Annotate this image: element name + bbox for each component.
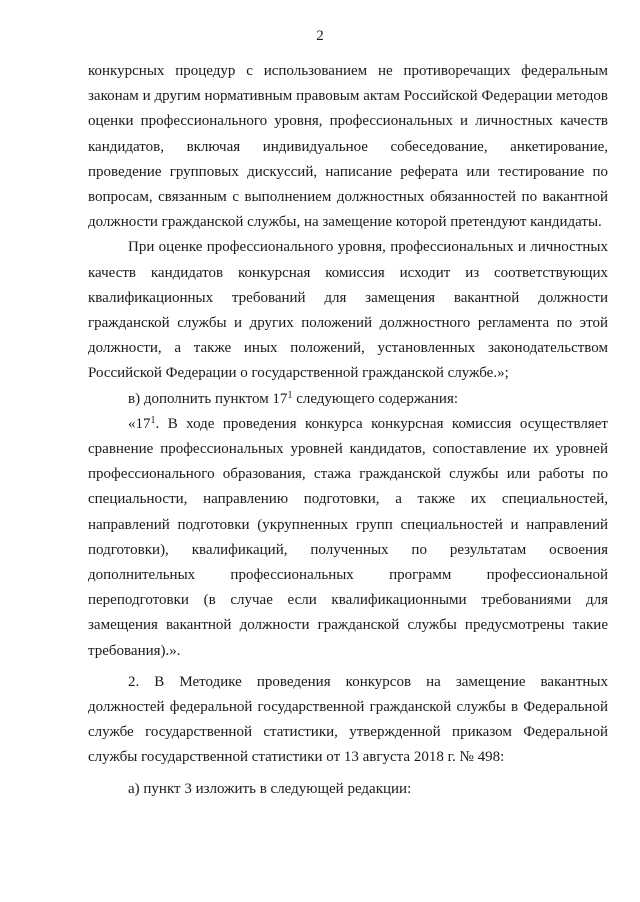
paragraph-add-point: [88, 387, 608, 412]
page-number: 2: [316, 28, 324, 44]
paragraph-methodology: 2. В Методике проведения конкурсов на замещение вакантных должностей федеральной государственной гражданской службы в Федеральной службе государственной статистики, утвержденной приказом Федеральной службы государственной статистики от 13 августа 2018 г. № 498:: [88, 673, 608, 766]
document-body: [88, 59, 608, 802]
paragraph-procedures-continuation: конкурсных процедур с использованием не противоречащих федеральным законам и другим нормативным правовым актам Российской Федерации методов оценки профессионального уровня, профессиональных и личностных качеств кандидатов, включая индивидуальное собеседование, анкетирование, проведение групповых дискуссий, написание реферата или тестирование по вопросам, связанным с выполнением должностных обязанностей по вакантной должности гражданской службы, на замещение которой претендуют кандидаты.: [88, 63, 608, 231]
add-point-text-before: в) дополнить пунктом 17: [128, 390, 288, 407]
superscript-index: 1: [150, 414, 156, 426]
superscript-index: 1: [287, 389, 293, 401]
point-17-1-text-before: «17: [128, 415, 151, 432]
point-17-1-text-after: . В ходе проведения конкурса конкурсная комиссия осуществляет сравнение профессиональных уровней кандидатов, сопоставление их уровней профессионального образования, стажа гражданской службы или работы по специальности, направлению подготовки, а также их специальностей, направлений подготовки (укрупненных групп специальностей и направлений подготовки), квалификаций, полученных по результатам освоения дополнительных профессиональных программ профессиональной переподготовки (в случае если квалификационными требованиями для замещения вакантной должности гражданской службы предусмотрены такие требования).».: [88, 415, 608, 659]
add-point-text-after: следующего содержания:: [292, 390, 459, 407]
paragraph-point-17-1: [88, 412, 608, 664]
paragraph-point-3: а) пункт 3 изложить в следующей редакции:: [128, 780, 412, 797]
paragraph-assessment: При оценке профессионального уровня, профессиональных и личностных качеств кандидатов конкурсная комиссия исходит из соответствующих квалификационных требований для замещения вакантной должности гражданской службы и других положений должностного регламента по этой должности, а также иных положений, установленных законодательством Российской Федерации о государственной гражданской службе.»;: [88, 239, 608, 382]
